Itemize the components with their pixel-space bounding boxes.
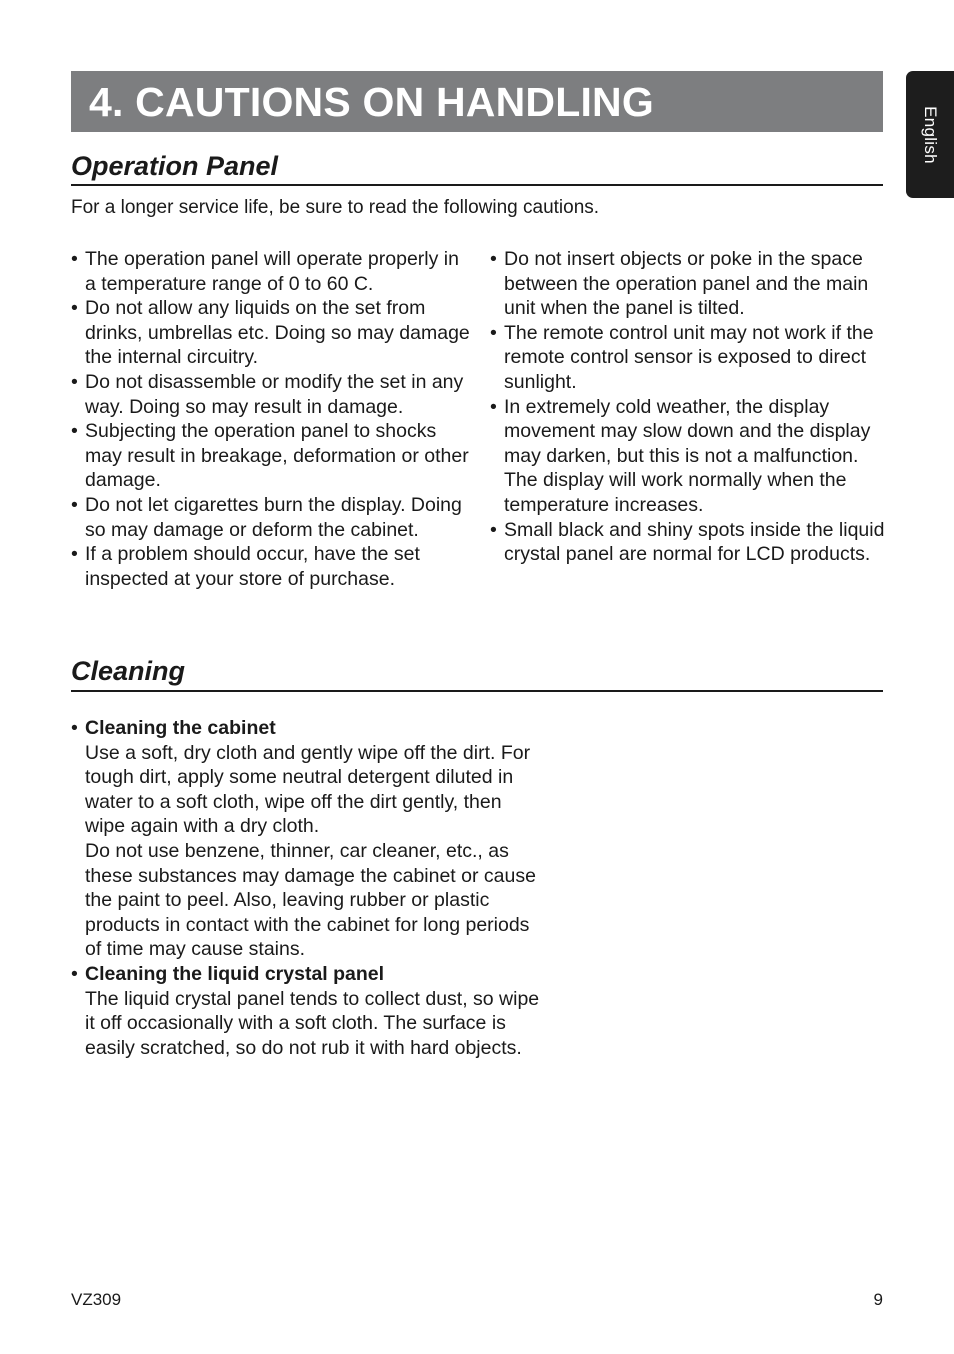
list-item: • The remote control unit may not work if the remote control sensor is exposed to direct sunlight.	[490, 321, 890, 395]
list-item: • Do not let cigarettes burn the display. Doing so may damage or deform the cabinet.	[71, 493, 471, 542]
model-number: VZ309	[71, 1290, 122, 1309]
cleaning-item-title: • Cleaning the cabinet	[85, 717, 276, 739]
operation-panel-title: Operation Panel	[71, 151, 279, 181]
cleaning-heading	[71, 658, 883, 692]
list-item: • Small black and shiny spots inside the liquid crystal panel are normal for LCD products.	[490, 518, 890, 567]
operation-panel-right-list	[490, 247, 890, 567]
list-item: • Subjecting the operation panel to shocks may result in breakage, deformation or other damage.	[71, 419, 471, 493]
language-tab	[906, 71, 954, 198]
cleaning-item-lcd-panel	[71, 962, 541, 1060]
chapter-title: 4. CAUTIONS ON HANDLING	[89, 79, 654, 125]
operation-panel-left-list	[71, 247, 471, 591]
language-tab-label: English	[921, 105, 940, 164]
list-item: • Do not insert objects or poke in the space between the operation panel and the main unit when the panel is tilted.	[490, 247, 890, 321]
list-item: • In extremely cold weather, the display movement may slow down and the display may darken, but this is not a malfunction. The display will work normally when the temperature increases.	[490, 395, 890, 518]
operation-panel-intro: For a longer service life, be sure to read the following cautions.	[71, 197, 600, 218]
cleaning-item-title: • Cleaning the liquid crystal panel	[85, 962, 385, 985]
cleaning-item-text: The liquid crystal panel tends to collect dust, so wipe it off occasionally with a soft cloth. The surface is easily scratched, so do not rub it with hard objects.	[85, 987, 540, 1059]
list-item: • The operation panel will operate properly in a temperature range of 0 to 60 C.	[71, 247, 471, 296]
cleaning-item-text: Use a soft, dry cloth and gently wipe off the dirt. For tough dirt, apply some neutral detergent diluted in water to a soft cloth, wipe off the dirt gently, then wipe again with a dry cloth.	[85, 741, 531, 838]
cleaning-item-cabinet	[71, 716, 541, 962]
chapter-title-bar	[71, 71, 883, 132]
list-item: • Do not disassemble or modify the set in any way. Doing so may result in damage.	[71, 370, 471, 419]
page-number: 9	[873, 1290, 883, 1309]
cleaning-title: Cleaning	[71, 656, 186, 686]
cleaning-list	[71, 716, 541, 1060]
operation-panel-heading	[71, 153, 883, 186]
cleaning-item-text: Do not use benzene, thinner, car cleaner, etc., as these substances may damage the cabinet or cause the paint to peel. Also, leaving rubber or plastic products in contact with the cabinet for long periods of time may cause stains.	[85, 839, 536, 961]
list-item: • If a problem should occur, have the set inspected at your store of purchase.	[71, 542, 471, 591]
list-item: • Do not allow any liquids on the set from drinks, umbrellas etc. Doing so may damage the internal circuitry.	[71, 296, 471, 370]
